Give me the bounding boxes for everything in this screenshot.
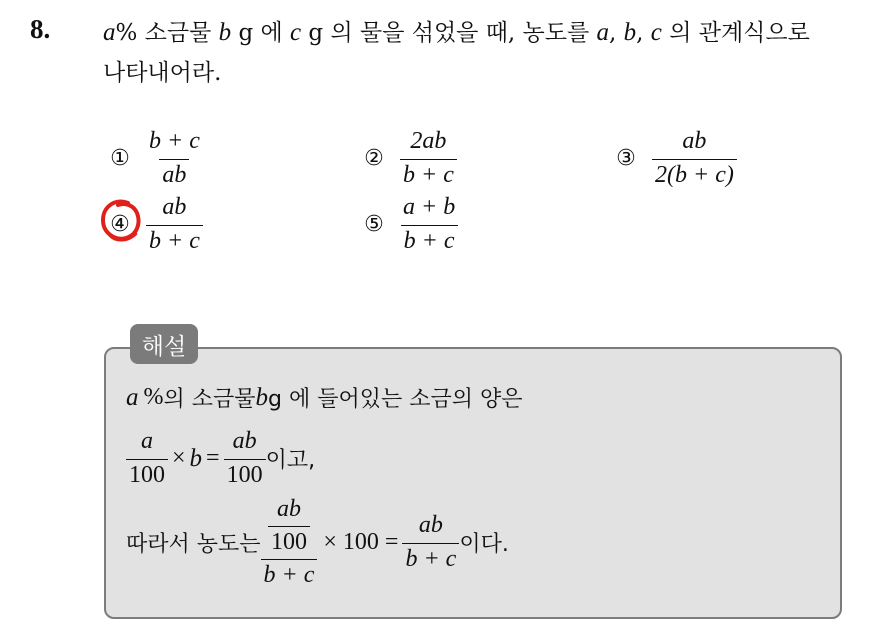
solution-line-2: $\frac{a}{100}$ × b = $\frac{ab}{100}$ 이고, bbox=[126, 428, 315, 489]
choice-2-mark: ② bbox=[364, 146, 384, 172]
choice-1-mark: ① bbox=[110, 146, 130, 172]
choice-3-mark: ③ bbox=[616, 146, 636, 172]
solution-line-3: 따라서 농도는 $\frac{\frac{ab}{100}}{b + c}$ × 100 = $\frac{ab}{b + c}$ 이다. bbox=[126, 496, 509, 589]
choice-4-fraction: $\frac{ab}{b + c}$ bbox=[146, 194, 203, 255]
choice-4-mark: ④ bbox=[110, 212, 130, 238]
solution-fraction-a-over-100: $\frac{a}{100}$ bbox=[126, 428, 168, 489]
solution-complex-fraction: $\frac{\frac{ab}{100}}{b + c}$ bbox=[261, 496, 318, 590]
solution-fraction-ab-over-100: $\frac{ab}{100}$ bbox=[224, 428, 266, 489]
question-text-line1: a% 소금물 b g 에 c g 의 물을 섞었을 때, 농도를 a, b, c 의 관계식으로 bbox=[103, 19, 810, 46]
choice-2[interactable] bbox=[362, 128, 457, 189]
choice-5-mark: ⑤ bbox=[364, 212, 384, 238]
choice-3-fraction: $\frac{ab}{2(b + c)}$ bbox=[652, 128, 737, 189]
choice-2-fraction: $\frac{2ab}{b + c}$ bbox=[400, 128, 457, 189]
choice-1-fraction: $\frac{b + c}{ab}$ bbox=[149, 128, 200, 188]
solution-line-1: a % 의 소금물 b g 에 들어있는 소금의 양은 bbox=[126, 383, 523, 412]
question-number: 8. bbox=[30, 14, 51, 44]
choice-5-fraction: $\frac{a + b}{b + c}$ bbox=[400, 194, 458, 255]
choice-1[interactable] bbox=[108, 128, 203, 189]
solution-tag: 해설 bbox=[130, 324, 198, 364]
question-text-line2: 나타내어라. bbox=[103, 60, 222, 86]
answer-circle-icon bbox=[98, 196, 144, 244]
choice-5[interactable] bbox=[362, 194, 458, 255]
solution-final-fraction: $\frac{ab}{b + c}$ bbox=[402, 512, 459, 573]
choice-3[interactable] bbox=[614, 128, 737, 189]
